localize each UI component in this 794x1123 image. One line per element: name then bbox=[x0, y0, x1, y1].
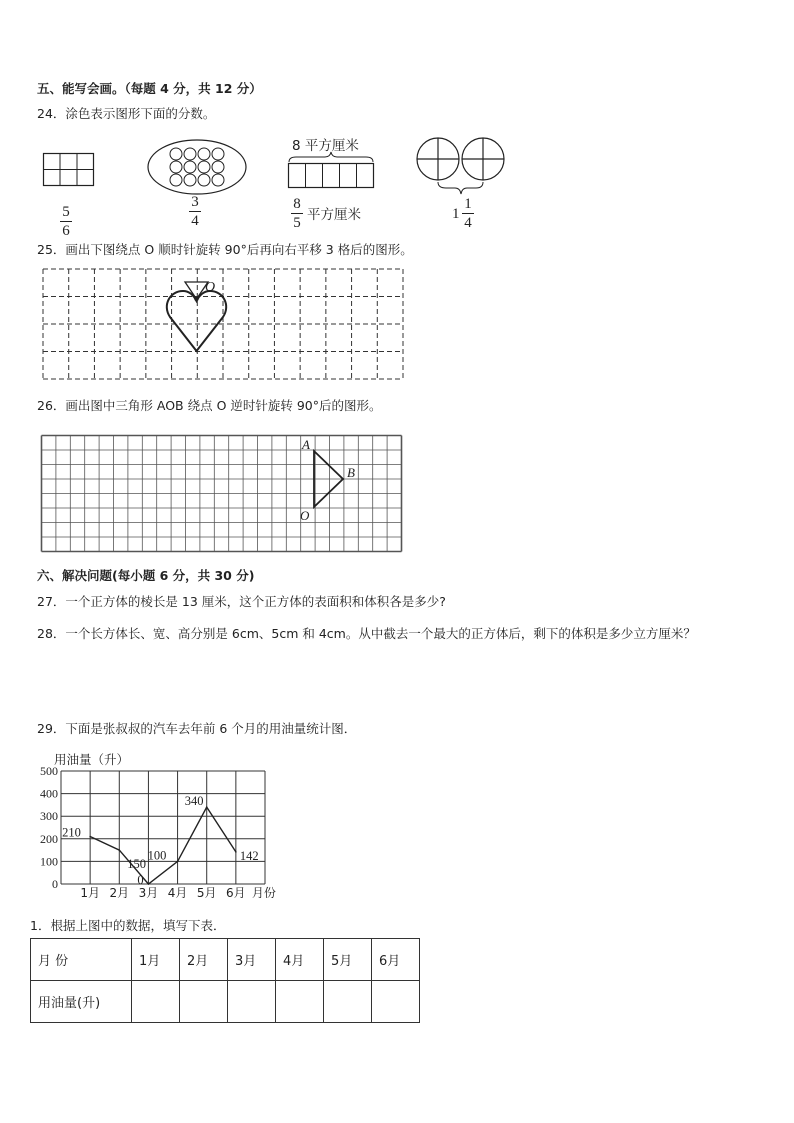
table-answer-cell[interactable] bbox=[132, 981, 180, 1023]
denominator: 5 bbox=[293, 215, 301, 231]
denominator: 4 bbox=[191, 213, 199, 229]
denominator: 4 bbox=[464, 215, 472, 231]
point-o-label-26: O bbox=[300, 508, 310, 523]
data-point bbox=[235, 851, 237, 853]
q29-text: 29．下面是张叔叔的汽车去年前 6 个月的用油量统计图． bbox=[37, 721, 357, 736]
q27-text: 27．一个正方体的棱长是 13 厘米，这个正方体的表面积和体积各是多少? bbox=[37, 594, 446, 609]
point-a-label: A bbox=[302, 437, 310, 452]
table-row-label: 用油量(升) bbox=[31, 981, 132, 1023]
y-tick-label: 200 bbox=[40, 831, 58, 846]
q24-unit: 平方厘米 bbox=[307, 207, 361, 223]
table-header-cell: 5月 bbox=[324, 939, 372, 981]
x-tick-label: 1月 bbox=[80, 886, 100, 900]
table-header-cell: 1月 bbox=[132, 939, 180, 981]
data-point bbox=[148, 883, 150, 885]
q26-prompt: 26．画出图中三角形 AOB 绕点 O 逆时针旋转 90°后的图形。 bbox=[37, 398, 382, 413]
y-tick-label: 400 bbox=[40, 786, 58, 801]
section5-heading: 五、能写会画。（每题 4 分，共 12 分） bbox=[37, 81, 262, 96]
table-answer-cell[interactable] bbox=[372, 981, 420, 1023]
y-tick-label: 300 bbox=[40, 809, 58, 824]
y-tick-label: 100 bbox=[40, 854, 58, 869]
numerator: 5 bbox=[62, 204, 70, 220]
data-label: 142 bbox=[239, 848, 259, 863]
x-axis-label: 月份 bbox=[251, 886, 276, 900]
x-tick-label: 5月 bbox=[196, 886, 217, 900]
data-label: 150 bbox=[127, 857, 147, 872]
data-point bbox=[118, 849, 120, 851]
x-tick-label: 6月 bbox=[226, 886, 246, 900]
data-label: 340 bbox=[184, 794, 204, 809]
table-header-cell: 6月 bbox=[372, 939, 420, 981]
y-tick-label: 0 bbox=[52, 877, 58, 891]
table-answer-cell[interactable] bbox=[180, 981, 228, 1023]
mixed-whole: 1 bbox=[452, 206, 460, 222]
numerator: 1 bbox=[464, 196, 472, 212]
data-label: 0 bbox=[137, 873, 144, 887]
numerator: 8 bbox=[293, 196, 301, 212]
x-tick-label: 4月 bbox=[167, 886, 188, 900]
table-header-cell: 4月 bbox=[276, 939, 324, 981]
table-answer-cell[interactable] bbox=[324, 981, 372, 1023]
point-b-label: B bbox=[347, 465, 355, 480]
chart-ylabel: 用油量（升） bbox=[54, 752, 130, 767]
data-label: 100 bbox=[147, 848, 167, 863]
table-header-cell: 2月 bbox=[180, 939, 228, 981]
x-tick-label: 3月 bbox=[138, 886, 159, 900]
table-answer-cell[interactable] bbox=[276, 981, 324, 1023]
section6-heading: 六、解决问题(每小题 6 分，共 30 分) bbox=[37, 568, 255, 583]
table-header-row bbox=[31, 939, 420, 981]
sub1-text: 1．根据上图中的数据，填写下表． bbox=[30, 918, 226, 933]
x-tick-label: 2月 bbox=[109, 886, 130, 900]
point-o-label: O bbox=[205, 280, 216, 295]
table-answer-cell[interactable] bbox=[228, 981, 276, 1023]
fuel-table bbox=[30, 938, 420, 1023]
numerator: 3 bbox=[191, 194, 199, 210]
denominator: 6 bbox=[62, 223, 70, 239]
y-tick-label: 500 bbox=[40, 764, 58, 778]
table-data-row bbox=[31, 981, 420, 1023]
q28-text: 28．一个长方体长、宽、高分别是 6cm、5cm 和 4cm。从中截去一个最大的正方体后，剩下的体积是多少立方厘米？ bbox=[37, 626, 696, 641]
q24-top-label: 8 平方厘米 bbox=[292, 138, 359, 154]
data-point bbox=[206, 806, 208, 808]
q25-prompt: 25．画出下图绕点 O 顺时针旋转 90°后再向右平移 3 格后的图形。 bbox=[37, 242, 413, 257]
table-header-cell: 3月 bbox=[228, 939, 276, 981]
data-label: 210 bbox=[62, 825, 81, 840]
q24-prompt: 24．涂色表示图形下面的分数。 bbox=[37, 106, 216, 121]
data-point bbox=[177, 861, 179, 863]
series-line bbox=[90, 807, 236, 884]
data-point bbox=[89, 836, 91, 838]
table-header-cell: 月 份 bbox=[31, 939, 132, 981]
